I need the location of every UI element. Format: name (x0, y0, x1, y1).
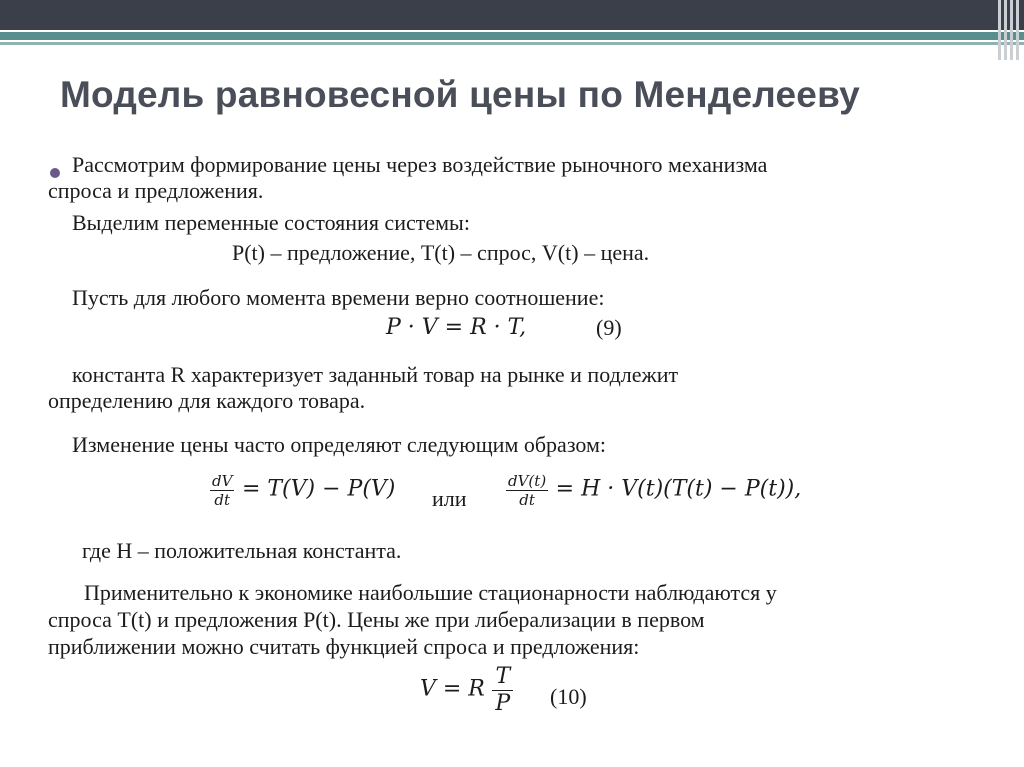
equation-dvt-dt (504, 472, 801, 509)
paragraph-1-line-2: спроса и предложения. (48, 178, 264, 203)
fraction-denominator: dt (519, 491, 535, 509)
paragraph-7-line-1: Применительно к экономике наибольшие стационарности наблюдаются у (84, 580, 777, 605)
fraction-numerator: dV (212, 472, 233, 490)
fraction-numerator: dV(t) (508, 472, 547, 490)
equation-dv-dt (208, 472, 395, 509)
equation-10-lhs: V = R (420, 676, 485, 702)
fraction-dv-dt (210, 472, 234, 509)
header-teal-thin-band (0, 42, 1024, 45)
paragraph-6: где H – положительная константа. (82, 538, 402, 563)
equation-9: P · V = R · T, (386, 315, 527, 340)
fraction-denominator: dt (214, 491, 231, 509)
paragraph-4-line-2: определению для каждого товара. (48, 388, 366, 413)
corner-stripes-decoration (996, 0, 1024, 60)
equation-or-word: или (432, 486, 467, 511)
equation-10 (420, 664, 515, 717)
paragraph-3: Пусть для любого момента времени верно соотношение: (72, 285, 605, 310)
fraction-dvt-dt (506, 472, 548, 509)
paragraph-7-line-3: приближении можно считать функцией спроса и предложения: (48, 634, 640, 659)
paragraph-1-line-1: Рассмотрим формирование цены через воздействие рыночного механизма (72, 152, 768, 177)
slide-title: Модель равновесной цены по Менделееву (60, 74, 860, 115)
bullet-icon (50, 168, 60, 178)
header-dark-band (0, 0, 1024, 30)
variables-definition: P(t) – предложение, T(t) – спрос, V(t) – цена. (232, 240, 650, 265)
equation-10-number: (10) (550, 684, 587, 709)
paragraph-4-line-1: константа R характеризует заданный товар на рынке и подлежит (72, 362, 679, 387)
fraction-t-over-p (492, 664, 513, 717)
fraction-numerator: T (492, 664, 513, 691)
header-teal-band (0, 32, 1024, 40)
fraction-denominator: P (495, 691, 511, 716)
equation-9-number: (9) (596, 315, 622, 340)
equation-b-rhs: = H · V(t)(T(t) − P(t)), (555, 476, 802, 502)
paragraph-2: Выделим переменные состояния системы: (72, 210, 470, 235)
equation-a-rhs: = T(V) − P(V) (241, 476, 396, 502)
paragraph-7-line-2: спроса T(t) и предложения P(t). Цены же при либерализации в первом (48, 607, 705, 632)
paragraph-5: Изменение цены часто определяют следующим образом: (72, 432, 606, 457)
